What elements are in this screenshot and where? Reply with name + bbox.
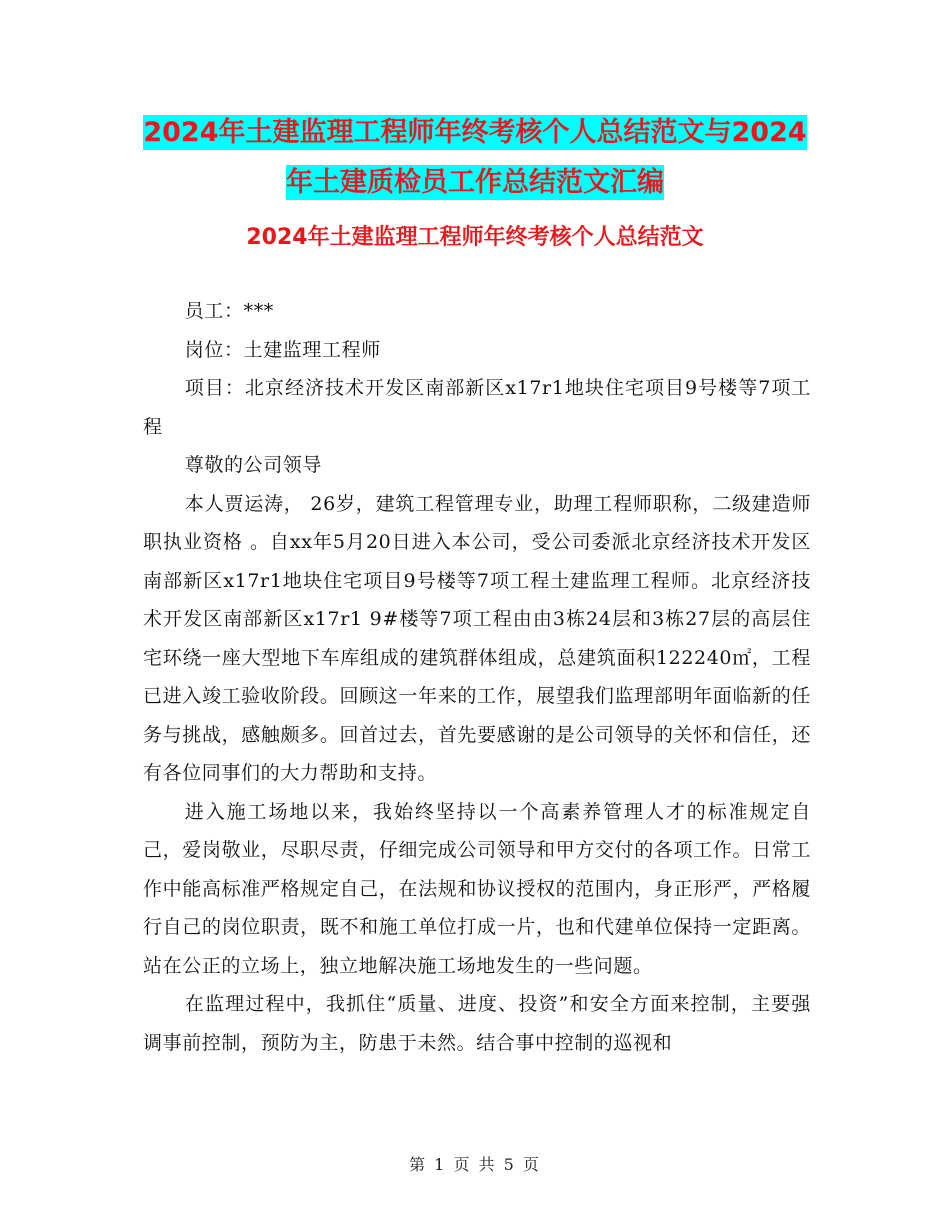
salutation: 尊敬的公司领导 [184,454,322,476]
document-title [0,108,950,208]
body-paragraph-3: 在监理过程中，我抓住“质量、进度、投资”和安全方面来控制，主要强调事前控制，预防为主，防患于未然。结合事中控制的巡视和 [143,993,811,1054]
section-title: 2024年土建监理工程师年终考核个人总结范文 [246,225,704,250]
project-field: 项目：北京经济技术开发区南部新区x17r1地块住宅项目9号楼等7项工程 [143,377,811,438]
position-field: 岗位：土建监理工程师 [184,338,381,361]
body-paragraph-2: 进入施工场地以来，我始终坚持以一个高素养管理人才的标准规定自己，爱岗敬业，尽职尽责，仔细完成公司领导和甲方交付的各项工作。日常工作中能高标准严格规定自己，在法规和协议授权的范围内，身正形严，严格履行自己的岗位职责，既不和施工单位打成一片，也和代建单位保持一定距离。站在公正的立场上，独立地解决施工场地发生的一些问题。 [143,800,811,977]
employee-field: 员工：*** [184,300,274,322]
page-footer: 第 1 页 共 5 页 [409,1155,541,1174]
document-title-line-2: 年土建质检员工作总结范文汇编 [286,167,664,198]
document-title-line-1: 2024年土建监理工程师年终考核个人总结范文与2024 [143,117,807,148]
body-paragraph-1: 本人贾运涛， 26岁，建筑工程管理专业，助理工程师职称，二级建造师职执业资格 。自xx年5月20日进入本公司，受公司委派北京经济技术开发区南部新区x17r1地块住宅项目9号楼等7项工程土建监理工程师。北京经济技术开发区南部新区x17r1 9#楼等7项工程由由3栋24层和3栋27层的高层住宅环绕一座大型地下车库组成的建筑群体组成，总建筑面积122240㎡，工程已进入竣工验收阶段。回顾这一年来的工作，展望我们监理部明年面临新的任务与挑战，感触颇多。回首过去，首先要感谢的是公司领导的关怀和信任，还有各位同事们的大力帮助和支持。 [143,492,811,784]
document-body [143,292,811,1062]
